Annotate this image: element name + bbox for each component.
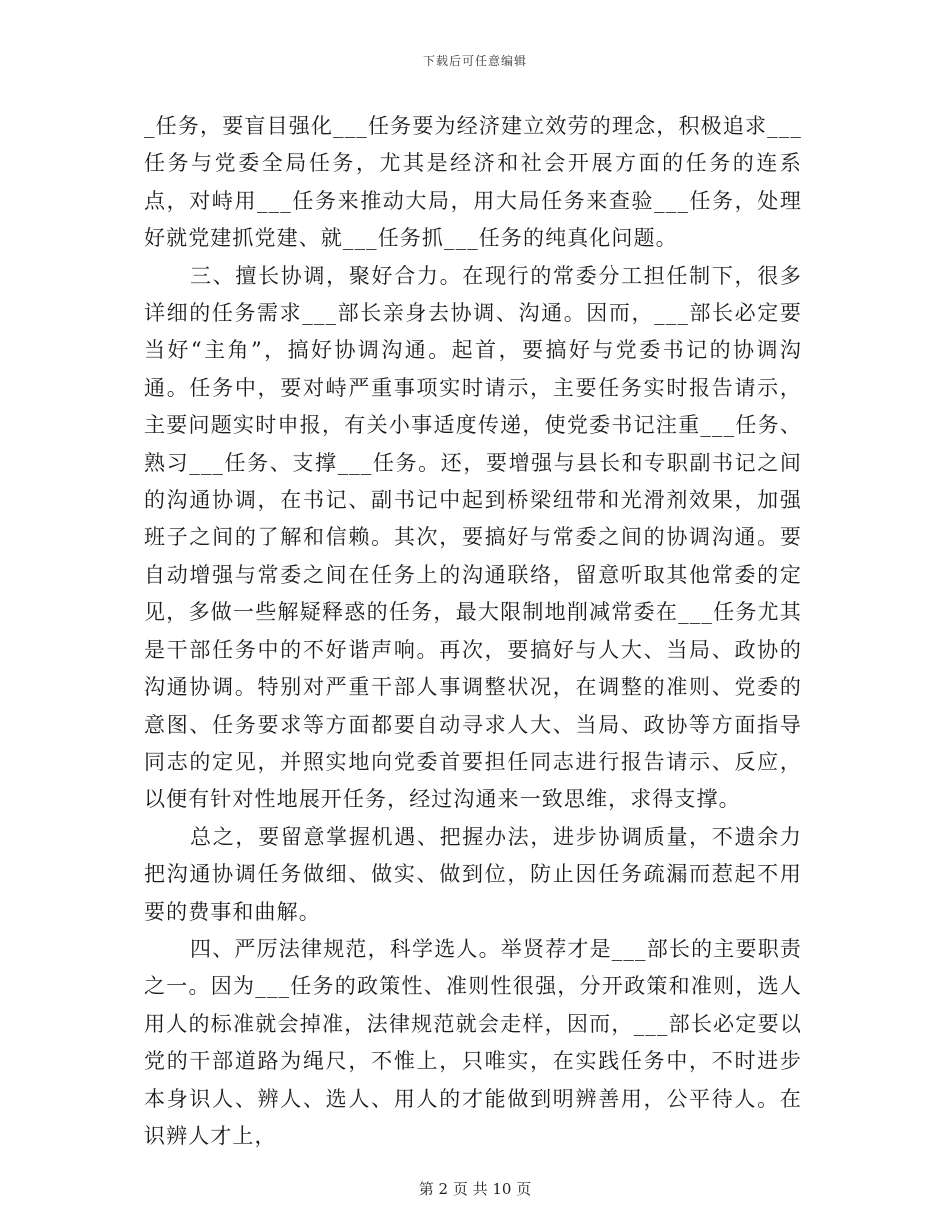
paragraph-4: 四、严厉法律规范，科学选人。举贤荐才是___部长的主要职责之一。因为___任务的政策性、准则性很强，分开政策和准则，选人用人的标准就会掉准，法律规范就会走样，因而，___部长必定要以党的干部道路为绳尺，不惟上，只唯实，在实践任务中，不时进步本身识人、辨人、选人、用人的才能做到明辨善用，公平待人。在识辨人才上， bbox=[144, 936, 802, 1148]
page-header-note: 下载后可任意编辑 bbox=[422, 54, 527, 68]
paragraph-1: _任务，要盲目强化___任务要为经济建立效劳的理念，积极追求___任务与党委全局任务，尤其是经济和社会开展方面的任务的连系点，对峙用___任务来推动大局，用大局任务来查验___任务，处理好就党建抓党建、就___任务抓___任务的纯真化问题。 bbox=[144, 114, 802, 251]
paragraph-2: 三、擅长协调，聚好合力。在现行的常委分工担任制下，很多详细的任务需求___部长亲身去协调、沟通。因而，___部长必定要当好“主角”，搞好协调沟通。起首，要搞好与党委书记的协调沟通。任务中，要对峙严重事项实时请示，主要任务实时报告请示，主要问题实时申报，有关小事适度传递，使党委书记注重___任务、熟习___任务、支撑___任务。还，要增强与县长和专职副书记之间的沟通协调，在书记、副书记中起到桥梁纽带和光滑剂效果，加强班子之间的了解和信赖。其次，要搞好与常委之间的协调沟通。要自动增强与常委之间在任务上的沟通联络，留意听取其他常委的定见，多做一些解疑释惑的任务，最大限制地削减常委在___任务尤其是干部任务中的不好谐声响。再次，要搞好与人大、当局、政协的沟通协调。特别对严重干部人事调整状况，在调整的准则、党委的意图、任务要求等方面都要自动寻求人大、当局、政协等方面指导同志的定见，并照实地向党委首要担任同志进行报告请示、反应，以便有针对性地展开任务，经过沟通来一致思维，求得支撑。 bbox=[144, 263, 802, 812]
page-number: 第 2 页 共 10 页 bbox=[418, 1180, 532, 1198]
document-body bbox=[144, 108, 802, 1155]
paragraph-3: 总之，要留意掌握机遇、把握办法，进步协调质量，不遗余力把沟通协调任务做细、做实、做到位，防止因任务疏漏而惹起不用要的费事和曲解。 bbox=[144, 824, 802, 924]
